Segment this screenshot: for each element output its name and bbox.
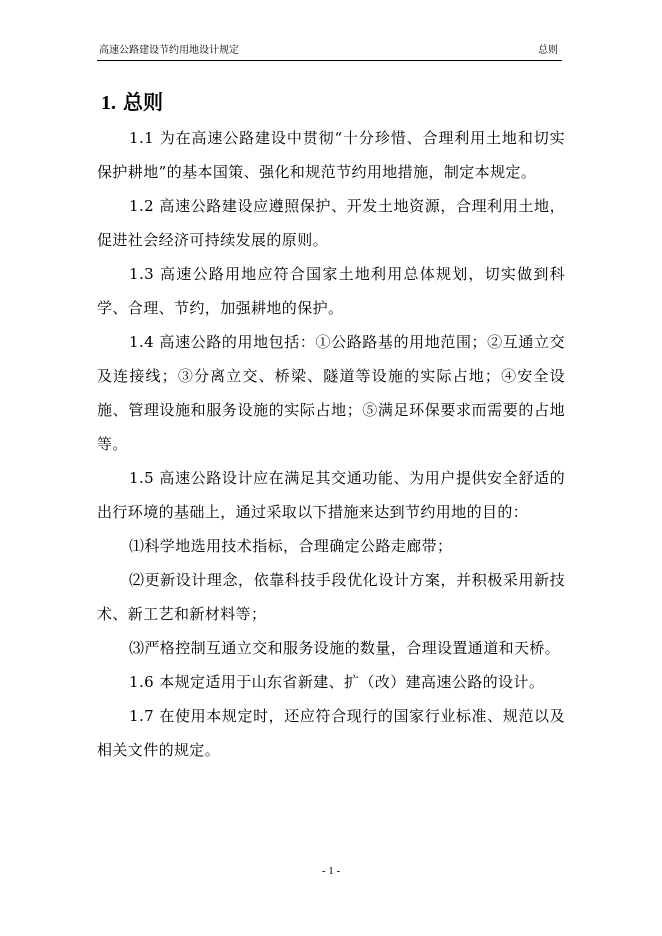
paragraph-1-6: 1.6 本规定适用于山东省新建、扩（改）建高速公路的设计。 [129, 673, 545, 691]
paragraph-1-4: 1.4 高速公路的用地包括：①公路路基的用地范围；②互通立交及连接线；③分离立交、桥梁、隧道等设施的实际占地；④安全设施、管理设施和服务设施的实际占地；⑤满足环保要求而需要的占地等。 [97, 333, 565, 453]
paragraph-1-7: 1.7 在使用本规定时，还应符合现行的国家行业标准、规范以及相关文件的规定。 [97, 707, 565, 759]
section-number: 1. [101, 92, 116, 114]
page-header [97, 44, 562, 61]
paragraph-1-1: 1.1 为在高速公路建设中贯彻“十分珍惜、合理利用土地和切实保护耕地”的基本国策、强化和规范节约用地措施，制定本规定。 [97, 129, 565, 181]
list-item-2: ⑵更新设计理念，依靠科技手段优化设计方案，并积极采用新技术、新工艺和新材料等； [97, 571, 565, 623]
section-heading [101, 89, 163, 116]
document-title-header: 高速公路建设节约用地设计规定 [99, 45, 239, 56]
section-title: 总则 [122, 90, 163, 114]
paragraph-1-5: 1.5 高速公路设计应在满足其交通功能、为用户提供安全舒适的出行环境的基础上，通过采取以下措施来达到节约用地的目的： [97, 469, 565, 521]
list-item-3: ⑶严格控制互通立交和服务设施的数量，合理设置通道和天桥。 [129, 639, 561, 657]
list-item-1: ⑴科学地选用技术指标，合理确定公路走廊带； [129, 537, 453, 555]
body-text [97, 121, 565, 767]
paragraph-1-3: 1.3 高速公路用地应符合国家土地利用总体规划，切实做到科学、合理、节约，加强耕地的保护。 [97, 265, 565, 317]
paragraph-1-2: 1.2 高速公路建设应遵照保护、开发土地资源，合理利用土地，促进社会经济可持续发展的原则。 [97, 197, 565, 249]
page-number: - 1 - [321, 865, 341, 877]
chapter-name-header: 总则 [538, 45, 558, 56]
